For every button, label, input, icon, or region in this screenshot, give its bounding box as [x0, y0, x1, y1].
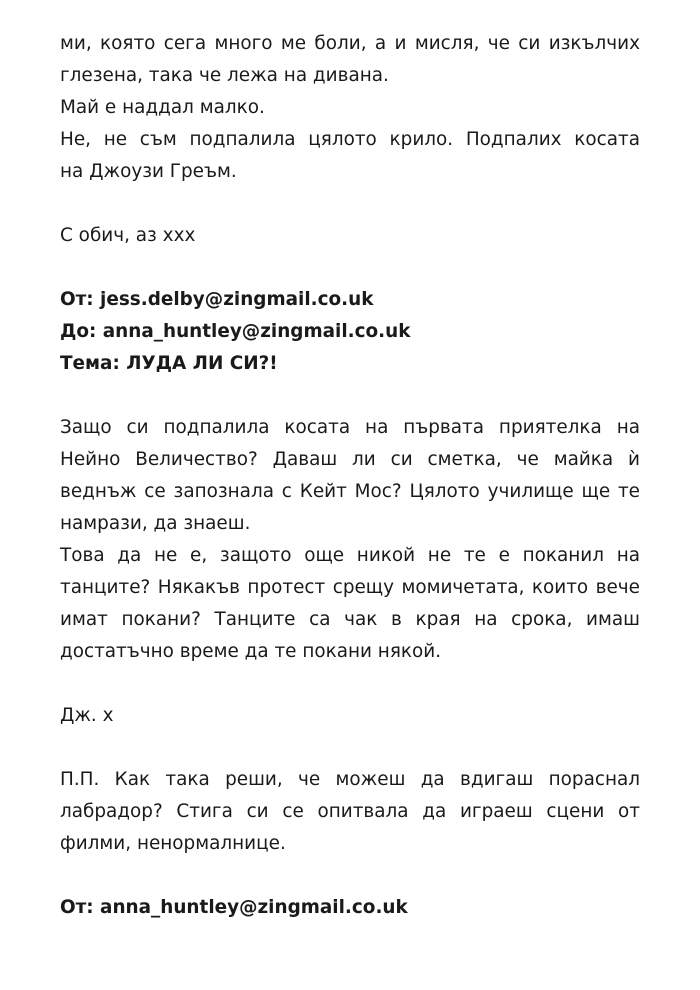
paragraph-text: Май е наддал малко. [60, 97, 265, 118]
text-line: П.П. Как така реши, че можеш да вдигаш пораснал [60, 769, 640, 790]
email-from: От: anna_huntley@zingmail.co.uk [60, 897, 408, 918]
text-line: глезена, така че лежа на дивана. [60, 65, 389, 86]
text-line: Защо си подпалила косата на първата приятелка на [60, 417, 640, 438]
spacer [60, 668, 640, 700]
email-subject: Тема: ЛУДА ЛИ СИ?! [60, 353, 278, 374]
text-line: филми, ненормалнице. [60, 833, 286, 854]
email-to: До: anna_huntley@zingmail.co.uk [60, 321, 411, 342]
signature: С обич, аз ххх [60, 225, 196, 246]
spacer [60, 188, 640, 220]
text-line: лабрадор? Стига си се опитвала да играеш сцени от [60, 801, 640, 822]
text-line: Това да не е, защото още никой не те е поканил на [60, 545, 640, 566]
text-line: имат покани? Танците са чак в края на срока, имаш [60, 609, 640, 630]
spacer [60, 380, 640, 412]
spacer [60, 252, 640, 284]
text-line: ми, която сега много ме боли, а и мисля, че си изкълчих [60, 33, 640, 54]
signature: Дж. х [60, 705, 114, 726]
spacer [60, 732, 640, 764]
text-line: Не, не съм подпалила цялото крило. Подпалих косата [60, 129, 640, 150]
text-line: намрази, да знаеш. [60, 513, 251, 534]
text-line [60, 92, 640, 124]
email-from: От: jess.delby@zingmail.co.uk [60, 289, 374, 310]
text-line: достатъчно време да те покани някой. [60, 641, 442, 662]
text-line: на Джоузи Греъм. [60, 161, 237, 182]
text-line: танците? Някакъв протест срещу момичетата, които вече [60, 577, 640, 598]
text-line: Нейно Величество? Даваш ли си сметка, че майка ѝ [60, 449, 640, 470]
text-line: веднъж се запознала с Кейт Мос? Цялото училище ще те [60, 481, 640, 502]
spacer [60, 860, 640, 892]
